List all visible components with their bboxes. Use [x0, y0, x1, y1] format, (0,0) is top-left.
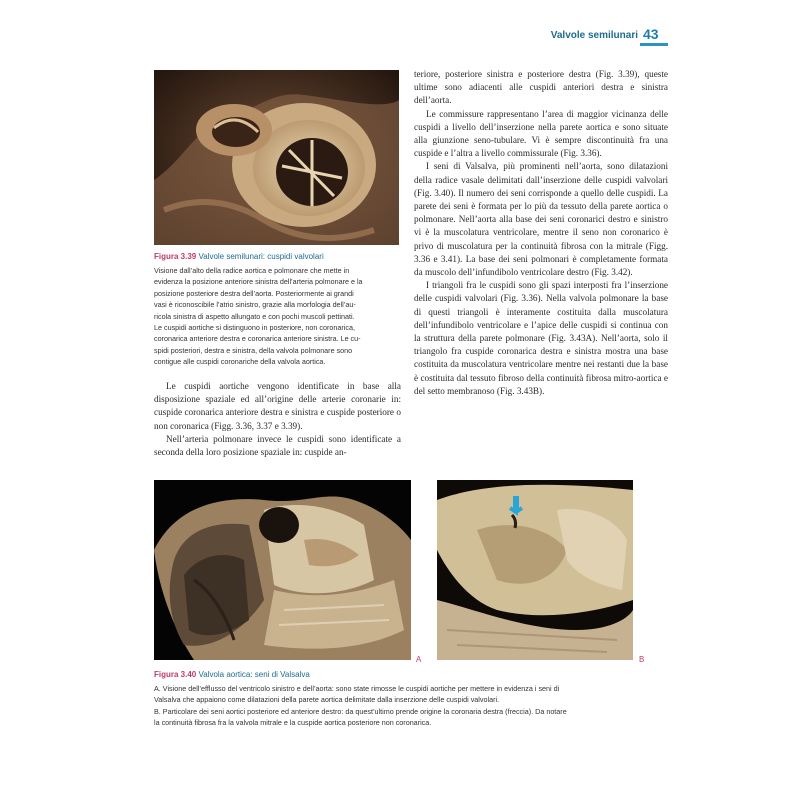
caption-line: spidi posteriori, destra e sinistra, della valvola polmonare sono — [154, 345, 353, 355]
running-header-title: Valvole semilunari — [550, 30, 638, 41]
paragraph: Le commissure rappresentano l’area di maggior vicinanza delle cuspidi a livello dell’inserzione nella parete aortica e sono situate alla giunzione seno-tubulare. Vi è sempre discontinuità fra una cuspide e l’altra a livello commissurale (Fig. 3.36). — [414, 108, 668, 159]
figure-3-39-caption-title — [154, 252, 324, 261]
figure-3-40b-photo — [437, 480, 633, 660]
paragraph: I seni di Valsalva, più prominenti nell’aorta, sono dilatazioni della radice vasale delimitati dall’inserzione delle cuspidi valvolari (Fig. 3.40). Il numero dei seni corrisponde a quello delle cuspidi. La parete dei seni è formata per lo più da tessuto della parete aortica o polmonare. Nell’aorta alla base dei seni coronarici destro e sinistro vi è la muscolatura ventricolare, mentre il seno non coronarico è privo di muscolatura per la continuità fibrosa con la mitrale (Figg. 3.36 e 3.41). La base dei seni polmonari è completamente formata da muscolo dell’infundibolo ventricolare destro (Fig. 3.42). — [414, 161, 668, 278]
figure-label-a: A — [416, 655, 422, 664]
caption-line: contigue alle cuspidi coronariche della valvola aortica. — [154, 357, 326, 367]
paragraph: teriore, posteriore sinistra e posteriore destra (Fig. 3.39), queste ultime sono adiacenti alle cuspidi anteriori destra e sinistra dell’aorta. — [414, 69, 668, 106]
figure-3-39-photo — [154, 70, 399, 245]
figure-3-40a-photo — [154, 480, 411, 660]
left-column-text — [154, 380, 401, 459]
page-number: 43 — [643, 26, 659, 42]
caption-line: vasi è riconoscibile l’atrio sinistro, grazie alla morfologia dell’au- — [154, 300, 356, 310]
caption-line: Le cuspidi aortiche si distinguono in posteriore, non coronarica, — [154, 323, 355, 333]
paragraph: I triangoli fra le cuspidi sono gli spazi interposti fra l’inserzione delle cuspidi valvolari (Fig. 3.36). Nella valvola polmonare la base di questi triangoli è interamente costituita dalla muscolatura dell’infundibolo ventricolare e l’apice delle cuspidi si continua con la struttura della parete polmonare (Fig. 3.43A). Nell’aorta, solo il triangolo fra cuspide coronarica destra e sinistra mostra una base costituita da muscolatura ventricolare mentre nei restanti due la base è costituita dal tessuto fibroso della continuità fibrosa mitro-aortica e del setto membranoso (Fig. 3.43B). — [414, 280, 668, 396]
figure-3-40-title: Valvola aortica: seni di Valsalva — [198, 670, 310, 679]
paragraph: Nell’arteria polmonare invece le cuspidi sono identificate a seconda della loro posizione spaziale in: cuspide an- — [154, 433, 401, 458]
right-column-text — [414, 68, 668, 398]
figure-3-39-title: Valvole semilunari: cuspidi valvolari — [198, 252, 324, 261]
figure-3-40-caption-title — [154, 670, 310, 679]
caption-line: evidenza la posizione anteriore sinistra dell’arteria polmonare e la — [154, 277, 363, 287]
caption-line: B. Particolare dei seni aortici posteriore ed anteriore destro: da quest’ultimo prende origine la coronaria destra (freccia). Da notare — [154, 706, 567, 716]
caption-line: Visione dall’alto della radice aortica e polmonare che mette in — [154, 266, 350, 275]
caption-line: posizione posteriore destra dell’aorta. Posteriormente ai grandi — [154, 288, 354, 298]
figure-3-39-caption — [154, 265, 404, 368]
caption-line: la continuità fibrosa fra la valvola mitrale e la cuspide aortica posteriore non coronarica. — [154, 718, 432, 728]
figure-3-40-caption — [154, 683, 674, 729]
caption-line: ricola sinistra di aspetto allungato e con pochi muscoli pettinati. — [154, 311, 355, 321]
figure-label-b: B — [639, 655, 645, 664]
figure-3-40-number: Figura 3.40 — [154, 670, 197, 679]
header-accent-bar — [640, 43, 668, 46]
paragraph: Le cuspidi aortiche vengono identificate in base alla disposizione spaziale ed all’origine delle arterie coronarie in: cuspide coronarica anteriore destra e sinistra e cuspide posteriore o non coronarica (Figg. 3.36, 3.37 e 3.39). — [154, 381, 401, 431]
figure-3-39-number: Figura 3.39 — [154, 252, 197, 261]
caption-line: A. Visione dell’efflusso del ventricolo sinistro e dell’aorta: sono state rimosse le cuspidi aortiche per mettere in evidenza i seni di — [154, 684, 560, 693]
caption-line: Valsalva che appaiono come dilatazioni della parete aortica delimitate dalla inserzione delle cuspidi valvolari. — [154, 695, 500, 705]
caption-line: coronarica anteriore destra e coronarica anteriore sinistra. Le cu- — [154, 334, 361, 344]
